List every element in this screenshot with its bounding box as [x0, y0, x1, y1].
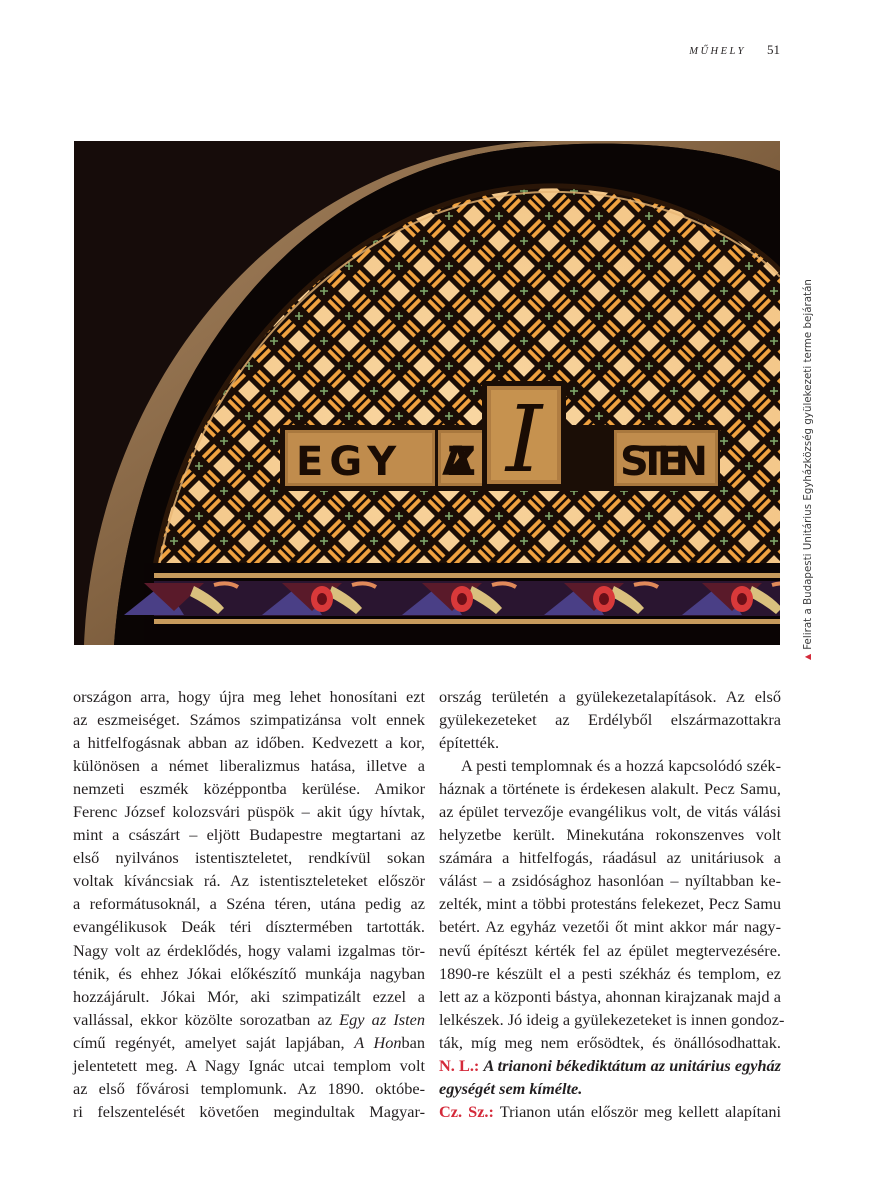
text-line: ták, míg meg nem erősödtek, és önállósodhattak. [439, 1032, 781, 1052]
text-line: vallással, ekkor közölte sorozatban az Egy az Isten [73, 1009, 426, 1029]
text-line: nemzeti eszmék középpontba kerülése. Amikor [73, 779, 425, 799]
text-line: háznak a története is érdekesen alakult. Pecz Samu, [439, 779, 781, 799]
text-line: számára a hitfelfogás, ráadásul az unitáriusok a [439, 848, 781, 868]
text-line: az első fővárosi templomunk. Az 1890. októbe- [73, 1078, 425, 1098]
text-line: a reformátusoknál, a Széna téren, utána pedig az [73, 894, 425, 914]
inscription-word-sten: STEN [620, 439, 714, 485]
running-head [600, 42, 780, 58]
triangle-marker-icon: ▲ [803, 653, 812, 660]
text-line: lett az a központi bástya, ahonnan kirajzanak majd a [439, 986, 781, 1006]
text-line: válást – a zsidósághoz hasonlóan – nyíltabban ke- [439, 871, 781, 891]
text-line: az eszmeiséget. Számos szimpatizánsa volt ennek [73, 710, 425, 730]
stained-glass-photo [74, 141, 780, 645]
text-line: különösen a német liberalizmus hatása, illetve a [73, 756, 425, 776]
text-line: első nyilvános istentiszteletet, rendkívül sokan [73, 848, 425, 868]
text-line: helyzetbe került. Minekutána rokonszenves volt [439, 825, 781, 845]
text-line: Ferenc József kolozsvári püspök – akit úgy hívtak, [73, 802, 425, 822]
newspaper-title: A Hon [354, 1032, 402, 1052]
stained-glass-illustration [74, 141, 780, 645]
section-name: MŰHELY [689, 46, 746, 57]
text-line: ri felszentelését követően megindultak Magyar- [73, 1101, 425, 1121]
inscription-word-az: AZ [442, 439, 482, 485]
text-line: jelentetett meg. A Nagy Ignác utcai templom volt [73, 1055, 425, 1075]
text-line: a hitfelfogásnak abban az időben. Kedvezett a kor, [73, 733, 425, 753]
text-line: Nagy volt az érdeklődés, hogy valami izgalmas tör- [73, 940, 425, 960]
text-line: evangélikusok Deák téri dísztermében tartották. [73, 917, 425, 937]
text-line: voltak kíváncsiak rá. Az istentiszteleteket először [73, 871, 425, 891]
text-line: 1890-re készült el a pesti székház és templom, ez [439, 963, 781, 983]
text-line: hozzájárult. Jókai Mór, aki szimpatizált ezzel a [73, 986, 425, 1006]
right-column [439, 685, 785, 1123]
text-line: zelték, mint a többi protestáns felekezet, Pecz Samu [439, 894, 781, 914]
answer-line: Cz. Sz.: Trianon után először meg kellett alapítani [439, 1101, 782, 1121]
text-line: gyülekezeteket az Erdélyből elszármazottakra [439, 710, 781, 730]
page-number: 51 [767, 42, 780, 57]
text-line: című regényét, amelyet saját lapjában, A Honban [73, 1032, 425, 1052]
text-line: az épület tervezője evangélikus volt, de vitás válási [439, 802, 781, 822]
inscription-initial: I [505, 386, 543, 493]
text-line: ténik, és ehhez Jókai előkészítő munkája nagyban [73, 963, 425, 983]
question-line: N. L.: A trianoni békediktátum az unitárius egyház [439, 1055, 781, 1075]
decorative-border-band [124, 563, 780, 645]
text-line: betért. Az egyház vezetői őt mint akkor már nagy- [439, 917, 781, 937]
text-line: országon arra, hogy újra meg lehet honosítani ezt [73, 687, 425, 706]
text-line: mint a császárt – eljött Budapestre megtartani az [73, 825, 425, 845]
text-line: lelkészek. Jó ideig a gyülekezeteket is innen gondoz- [439, 1009, 785, 1029]
text-line: ország területén a gyülekezetalapítások. Az első [439, 687, 781, 706]
book-title: Egy az Isten [339, 1009, 426, 1029]
interviewee-label: Cz. Sz.: [439, 1101, 494, 1121]
caption-text: Felirat a Budapesti Unitárius Egyházközség gyülekezeti terme bejáratán [803, 279, 814, 650]
left-column [73, 685, 425, 1123]
text-line: A pesti templomnak és a hozzá kapcsolódó szék- [461, 756, 781, 776]
text-line: nevű építészt kérték fel az épület megtervezésére. [439, 940, 781, 960]
photo-caption [803, 279, 814, 660]
interviewer-label: N. L.: [439, 1055, 480, 1075]
question-line: egységét sem kímélte. [439, 1078, 583, 1098]
text-line: építették. [439, 733, 500, 753]
inscription-word-egy: EGY [296, 439, 403, 485]
